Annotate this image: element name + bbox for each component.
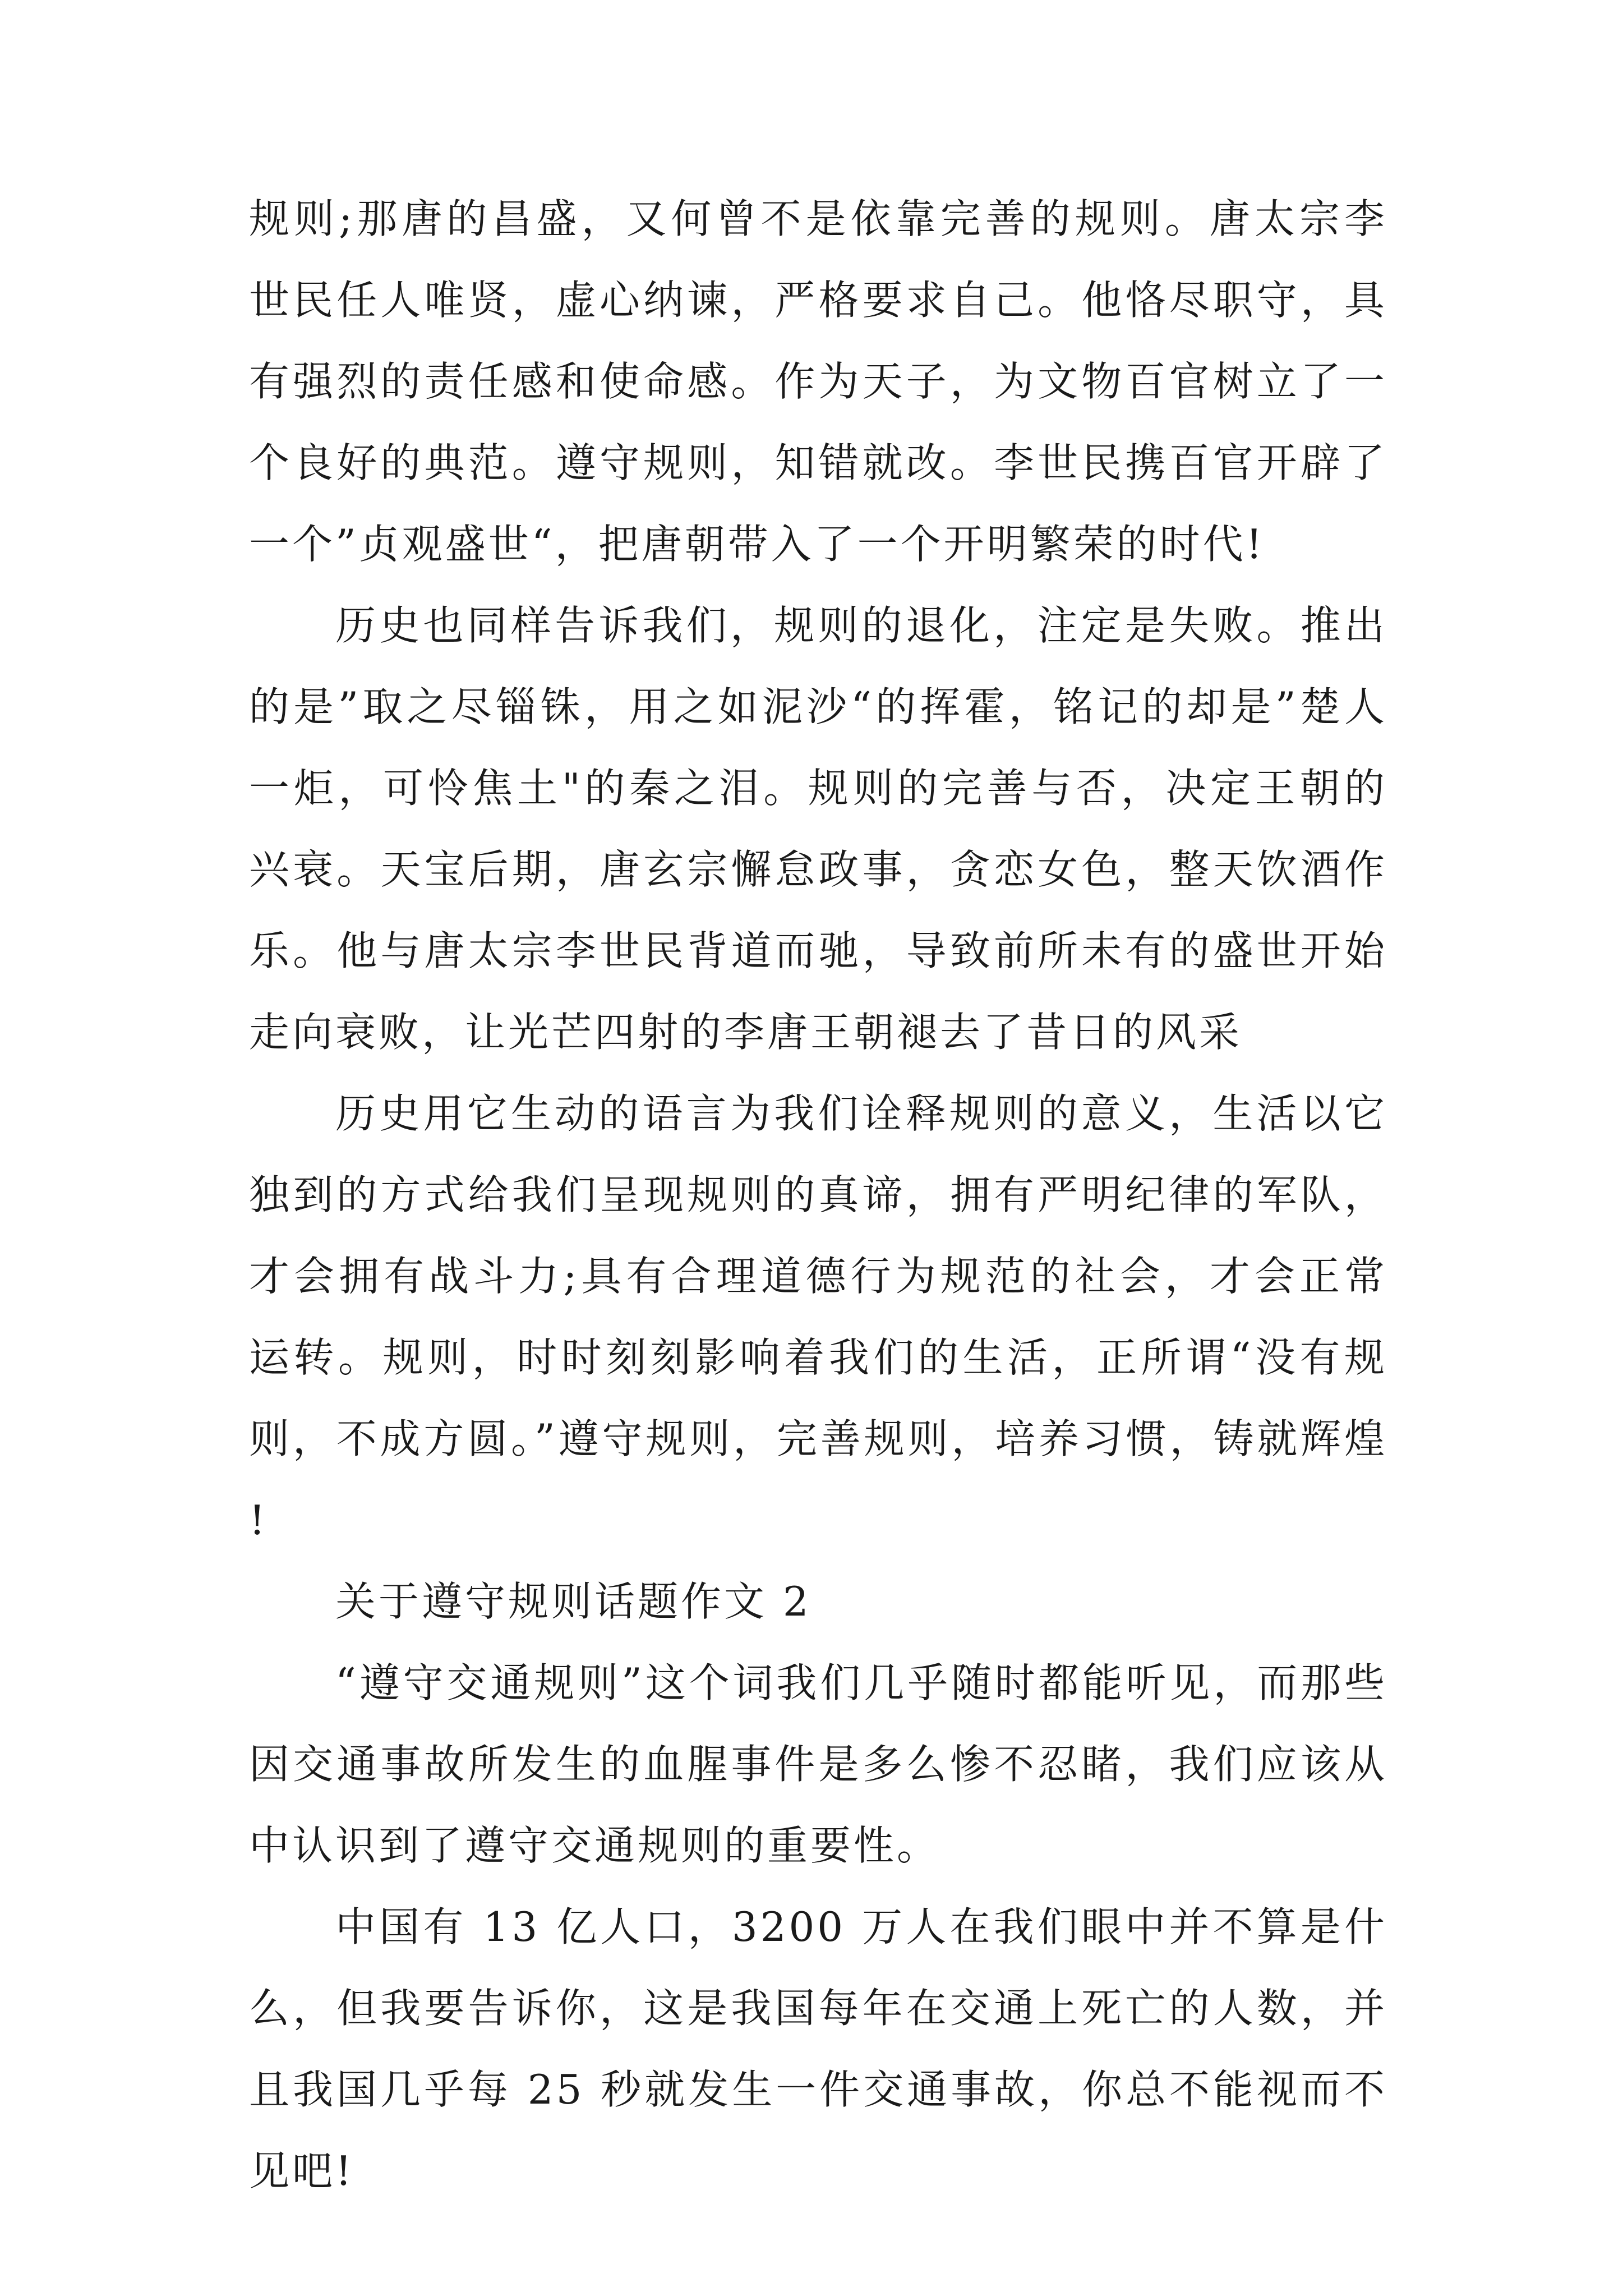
section-heading: 关于遵守规则话题作文 2	[335, 1578, 811, 1625]
paragraph: 中国有 13 亿人口，3200 万人在我们眼中并不算是什么，但我要告诉你，这是我国每年在交通上死亡的人数，并且我国几乎每 25 秒就发生一件交通事故，你总不能视而不见吧!	[249, 1903, 1387, 2194]
paragraph: “遵守交通规则”这个词我们几乎随时都能听见，而那些因交通事故所发生的血腥事件是多么惨不忍睹，我们应该从中认识到了遵守交通规则的重要性。	[249, 1659, 1387, 1869]
paragraph: 规则;那唐的昌盛，又何曾不是依靠完善的规则。唐太宗李世民任人唯贤，虚心纳谏，严格要求自己。他恪尽职守，具有强烈的责任感和使命感。作为天子，为文物百官树立了一个良好的典范。遵守规则，知错就改。李世民携百官开辟了一个”贞观盛世“，把唐朝带入了一个开明繁荣的时代!	[249, 195, 1387, 568]
paragraph: 历史也同样告诉我们，规则的退化，注定是失败。推出的是”取之尽锱铢，用之如泥沙“的挥霍，铭记的却是”楚人一炬，可怜焦土"的秦之泪。规则的完善与否，决定王朝的兴衰。天宝后期，唐玄宗懈怠政事，贪恋女色，整天饮酒作乐。他与唐太宗李世民背道而驰，导致前所未有的盛世开始走向衰败，让光芒四射的李唐王朝褪去了昔日的风采	[249, 602, 1387, 1056]
document-body	[249, 178, 1387, 2212]
paragraph: 历史用它生动的语言为我们诠释规则的意义，生活以它独到的方式给我们呈现规则的真谛，拥有严明纪律的军队，才会拥有战斗力;具有合理道德行为规范的社会，才会正常运转。规则，时时刻刻影响着我们的生活，正所谓“没有规则，不成方圆。”遵守规则，完善规则，培养习惯，铸就辉煌!	[249, 1090, 1387, 1544]
